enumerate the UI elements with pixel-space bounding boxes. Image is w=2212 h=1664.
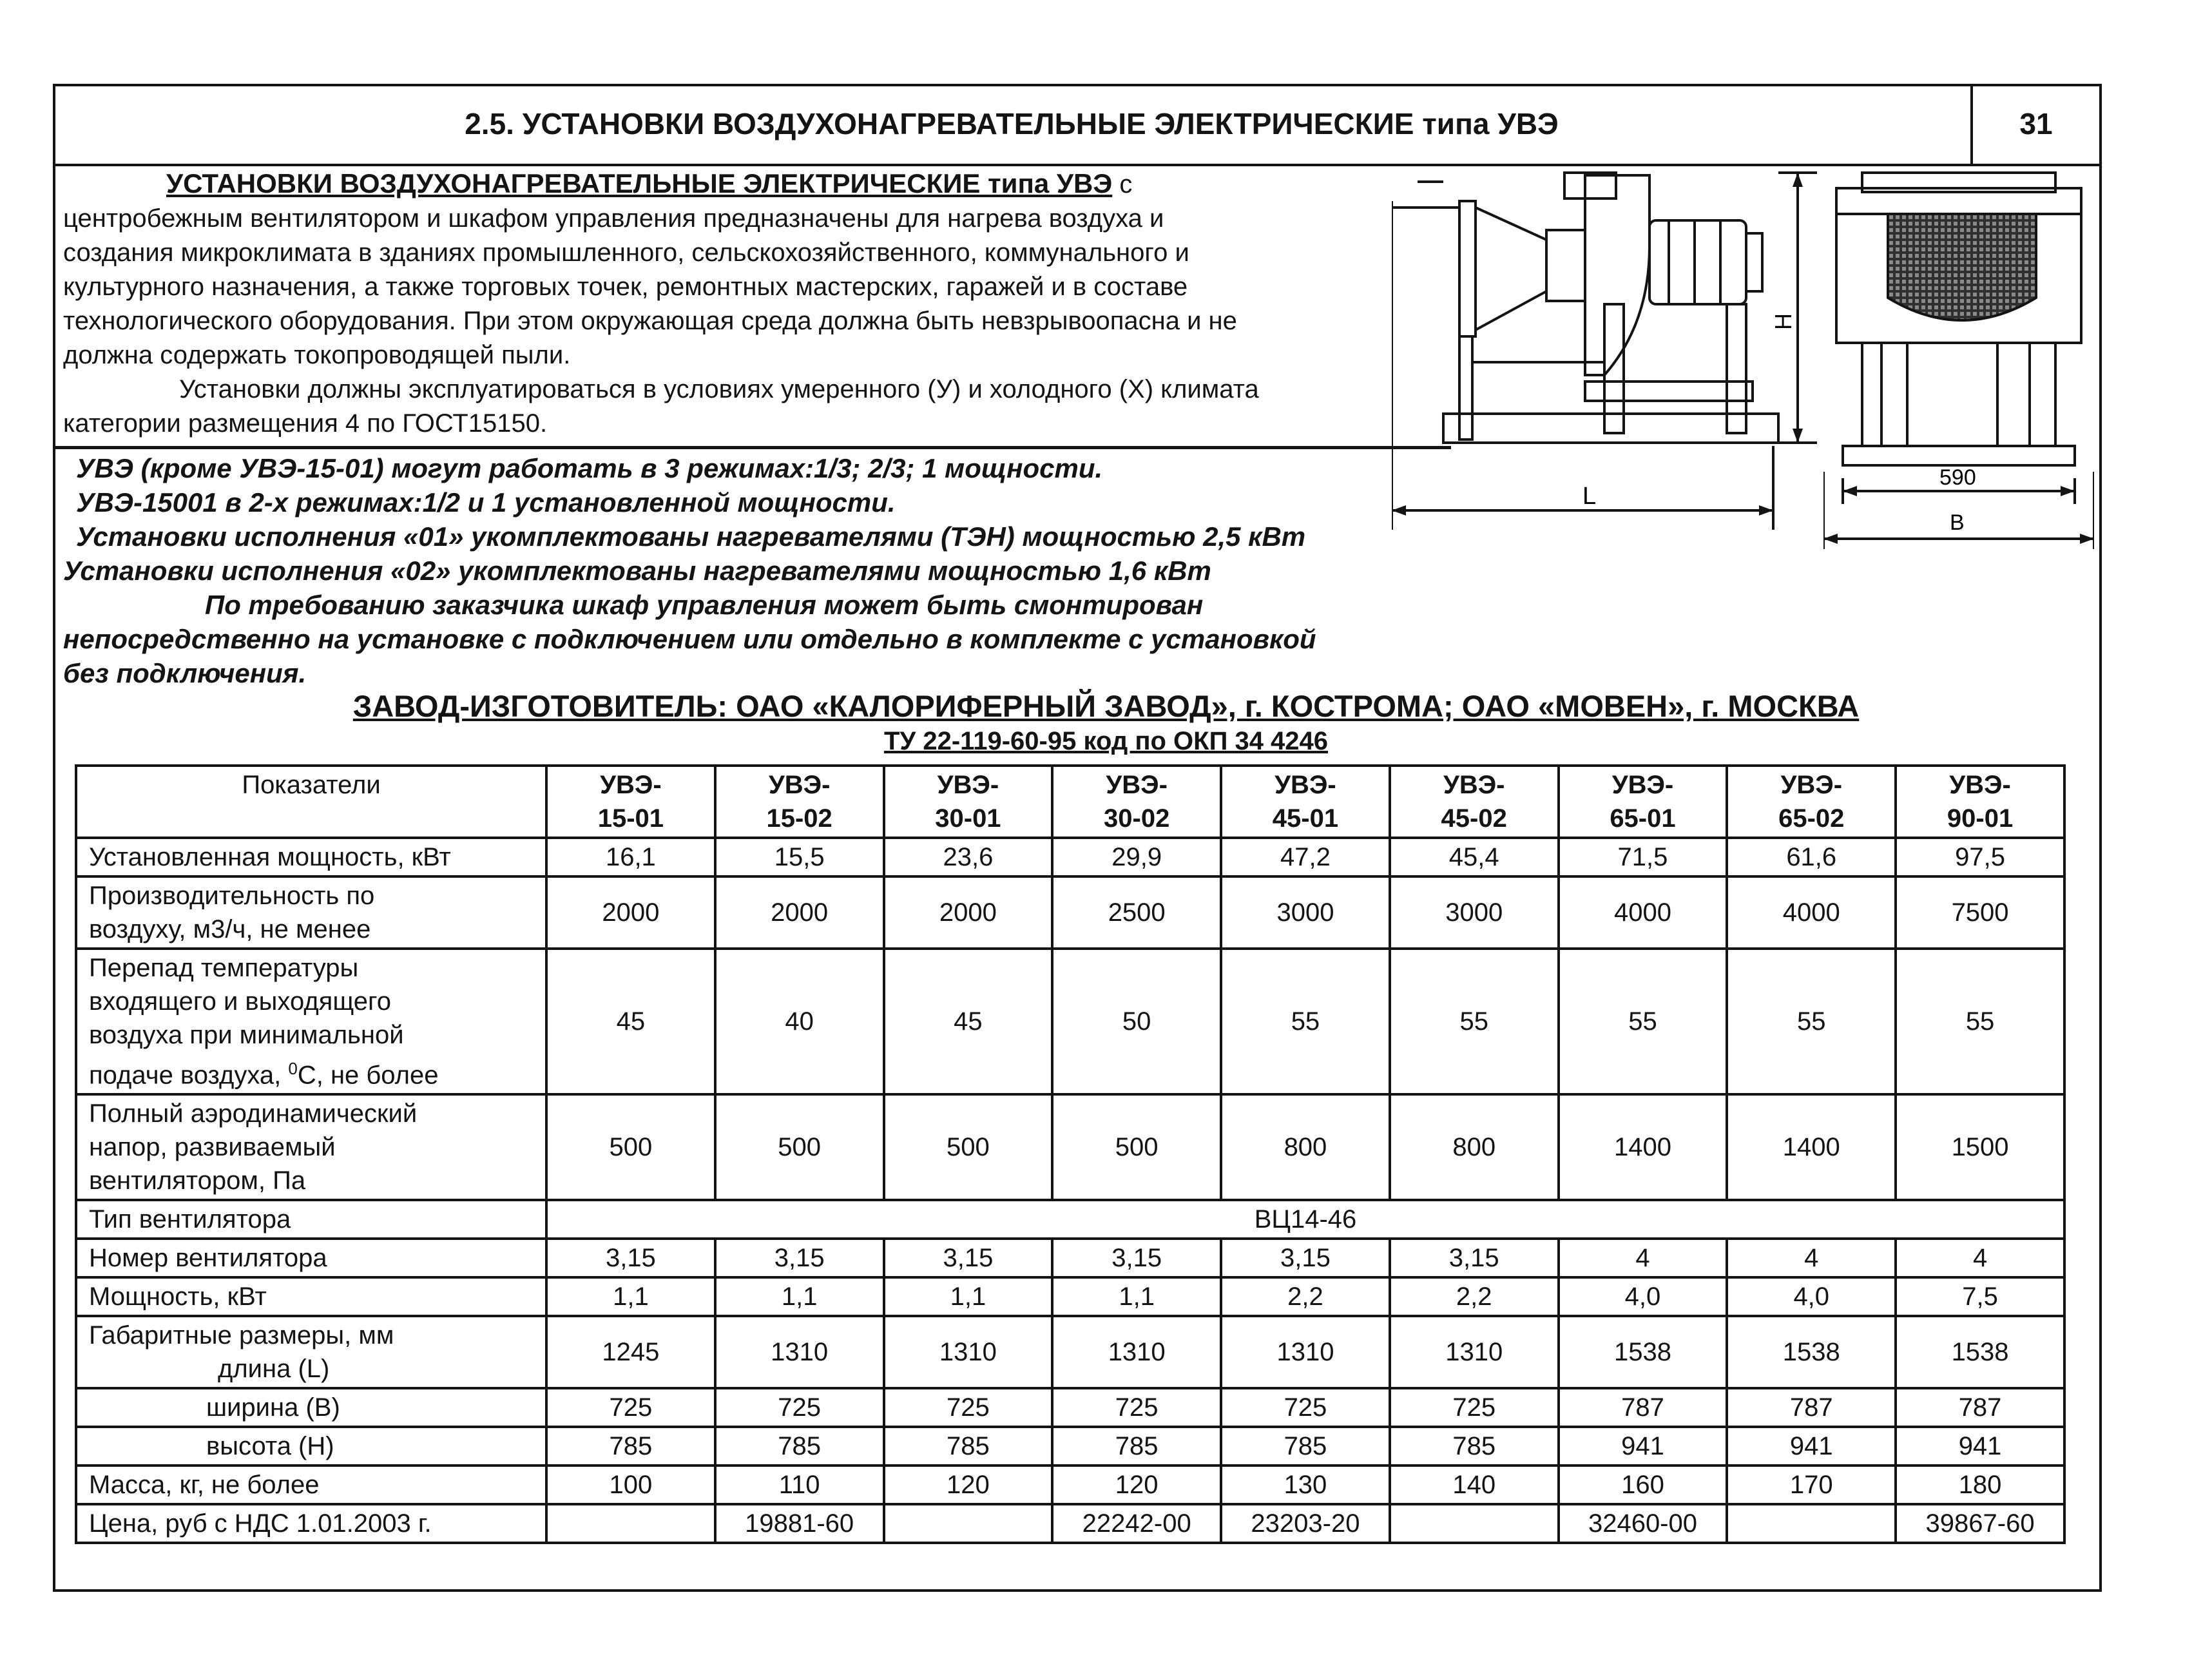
param-header: Показатели (76, 766, 546, 838)
table-row (76, 949, 2064, 1094)
table-cell: 55 (1390, 949, 1559, 1094)
table-cell: 500 (1052, 1094, 1221, 1200)
table-cell: 3,15 (884, 1239, 1053, 1277)
table-cell: 787 (1727, 1388, 1896, 1427)
table-cell: 32460-00 (1559, 1504, 1727, 1543)
table-cell: 725 (715, 1388, 884, 1427)
table-cell: 130 (1221, 1466, 1390, 1504)
table-cell: 1400 (1727, 1094, 1896, 1200)
table-cell: 23203-20 (1221, 1504, 1390, 1543)
table-cell: 800 (1390, 1094, 1559, 1200)
table-cell: 71,5 (1559, 838, 1727, 876)
table-cell: 4,0 (1559, 1277, 1727, 1316)
table-row (76, 838, 2064, 876)
table-cell: 110 (715, 1466, 884, 1504)
table-cell: 45 (546, 949, 715, 1094)
note-line: По требованию заказчика шкаф управления может быть смонтирован (205, 590, 1204, 620)
table-cell: 3000 (1390, 876, 1559, 949)
table-cell: 785 (546, 1427, 715, 1466)
table-cell: 725 (1390, 1388, 1559, 1427)
table-cell: 16,1 (546, 838, 715, 876)
table-cell: 1,1 (715, 1277, 884, 1316)
table-cell: 3,15 (715, 1239, 884, 1277)
note-line: непосредственно на установке с подключением или отдельно в комплекте с установкой (63, 624, 1316, 654)
table-cell: 39867-60 (1896, 1504, 2064, 1543)
table-cell: 100 (546, 1466, 715, 1504)
table-cell: 50 (1052, 949, 1221, 1094)
intro-lead-tail: с (1112, 170, 1133, 198)
table-cell: 725 (1221, 1388, 1390, 1427)
row-label: Цена, руб с НДС 1.01.2003 г. (76, 1504, 546, 1543)
intro-lead: УСТАНОВКИ ВОЗДУХОНАГРЕВАТЕЛЬНЫЕ ЭЛЕКТРИЧЕСКИЕ типа УВЭ (166, 168, 1113, 198)
table-cell: 120 (1052, 1466, 1221, 1504)
table-cell: 140 (1390, 1466, 1559, 1504)
row-label: Тип вентилятора (76, 1200, 546, 1239)
table-cell: 1500 (1896, 1094, 2064, 1200)
row-label: Производительность по воздуху, м3/ч, не менее (76, 876, 546, 949)
table-cell: 180 (1896, 1466, 2064, 1504)
notes-block (63, 451, 1532, 690)
row-label: Масса, кг, не более (76, 1466, 546, 1504)
table-cell: 29,9 (1052, 838, 1221, 876)
table-cell: 55 (1727, 949, 1896, 1094)
side-view-drawing (1392, 169, 1830, 530)
model-header: УВЭ- 30-02 (1052, 766, 1221, 838)
table-cell: 97,5 (1896, 838, 2064, 876)
b-dimension-label: В (1950, 510, 1965, 535)
table-cell: 941 (1559, 1427, 1727, 1466)
note-line: без подключения. (63, 658, 307, 688)
table-cell: 785 (1390, 1427, 1559, 1466)
table-row (76, 1388, 2064, 1427)
table-cell: 3,15 (546, 1239, 715, 1277)
page-number: 31 (2019, 107, 2053, 140)
table-cell: 45 (884, 949, 1053, 1094)
table-cell: 1310 (884, 1316, 1053, 1388)
table-cell: 500 (884, 1094, 1053, 1200)
table-cell: 61,6 (1727, 838, 1896, 876)
table-cell: 3,15 (1221, 1239, 1390, 1277)
table-cell: 2,2 (1390, 1277, 1559, 1316)
table-cell: 120 (884, 1466, 1053, 1504)
model-header: УВЭ- 65-02 (1727, 766, 1896, 838)
row-label: Мощность, кВт (76, 1277, 546, 1316)
table-cell: 785 (715, 1427, 884, 1466)
table-row (76, 1504, 2064, 1543)
intro-text (63, 166, 1500, 441)
table-cell: 4000 (1727, 876, 1896, 949)
tu-code: ТУ 22-119-60-95 код по ОКП 34 4246 (883, 727, 1329, 755)
table-row (76, 876, 2064, 949)
table-cell: ВЦ14-46 (546, 1200, 2064, 1239)
manufacturer-heading: ЗАВОД-ИЗГОТОВИТЕЛЬ: ОАО «КАЛОРИФЕРНЫЙ ЗАВОД», г. КОСТРОМА; ОАО «МОВЕН», г. МОСКВА (352, 689, 1860, 723)
note-line: Установки исполнения «02» укомплектованы нагревателями мощностью 1,6 кВт (63, 556, 1211, 586)
table-cell: 4 (1559, 1239, 1727, 1277)
table-cell: 2000 (546, 876, 715, 949)
table-row (76, 1427, 2064, 1466)
table-cell: 2,2 (1221, 1277, 1390, 1316)
specifications-table (75, 764, 2066, 1544)
table-cell: 3000 (1221, 876, 1390, 949)
table-cell: 941 (1896, 1427, 2064, 1466)
table-cell: 725 (1052, 1388, 1221, 1427)
table-cell: 40 (715, 949, 884, 1094)
table-cell: 22242-00 (1052, 1504, 1221, 1543)
model-header: УВЭ- 15-01 (546, 766, 715, 838)
l-dimension-label: L (1582, 483, 1597, 510)
table-cell: 725 (546, 1388, 715, 1427)
page-header (53, 84, 2102, 166)
table-row (76, 1094, 2064, 1200)
table-row (76, 1239, 2064, 1277)
intro-line: создания микроклимата в зданиях промышленного, сельскохозяйственного, коммунального и (63, 238, 1189, 267)
table-row (76, 1200, 2064, 1239)
table-cell (1390, 1504, 1559, 1543)
table-cell: 1245 (546, 1316, 715, 1388)
table-cell: 787 (1896, 1388, 2064, 1427)
table-row (76, 1316, 2064, 1388)
table-cell: 4,0 (1727, 1277, 1896, 1316)
table-row (76, 1277, 2064, 1316)
note-line: УВЭ (кроме УВЭ-15-01) могут работать в 3 режимах:1/3; 2/3; 1 мощности. (76, 453, 1103, 483)
table-cell: 941 (1727, 1427, 1896, 1466)
table-cell: 500 (715, 1094, 884, 1200)
table-cell: 1538 (1727, 1316, 1896, 1388)
table-cell: 787 (1559, 1388, 1727, 1427)
row-label: Номер вентилятора (76, 1239, 546, 1277)
table-cell: 2500 (1052, 876, 1221, 949)
intro-line: технологического оборудования. При этом окружающая среда должна быть невзрывоопасна и не (63, 307, 1237, 335)
intro-lead-line (63, 166, 1500, 202)
row-label: ширина (В) (76, 1388, 546, 1427)
table-cell: 800 (1221, 1094, 1390, 1200)
table-cell: 170 (1727, 1466, 1896, 1504)
note-line: УВЭ-15001 в 2-х режимах:1/2 и 1 установленной мощности. (76, 487, 896, 518)
table-cell: 725 (884, 1388, 1053, 1427)
row-label: высота (Н) (76, 1427, 546, 1466)
table-cell (546, 1504, 715, 1543)
h-dimension-label: Н (1770, 313, 1796, 330)
table-cell: 4000 (1559, 876, 1727, 949)
table-cell: 15,5 (715, 838, 884, 876)
note-line: Установки исполнения «01» укомплектованы нагревателями (ТЭН) мощностью 2,5 кВт (76, 521, 1306, 552)
intro-line: категории размещения 4 по ГОСТ15150. (63, 409, 548, 438)
intro-line: Установки должны эксплуатироваться в условиях умеренного (У) и холодного (Х) климата (179, 375, 1259, 403)
table-cell: 3,15 (1390, 1239, 1559, 1277)
model-header: УВЭ- 65-01 (1559, 766, 1727, 838)
table-cell: 1310 (1052, 1316, 1221, 1388)
table-cell: 7,5 (1896, 1277, 2064, 1316)
table-cell: 1310 (1221, 1316, 1390, 1388)
model-header: УВЭ- 45-01 (1221, 766, 1390, 838)
table-cell: 7500 (1896, 876, 2064, 949)
table-cell: 4 (1896, 1239, 2064, 1277)
table-cell (1727, 1504, 1896, 1543)
row-label: Установленная мощность, кВт (76, 838, 546, 876)
table-cell: 23,6 (884, 838, 1053, 876)
table-cell: 1538 (1559, 1316, 1727, 1388)
model-header: УВЭ- 15-02 (715, 766, 884, 838)
table-cell: 500 (546, 1094, 715, 1200)
row-label: Полный аэродинамический напор, развиваемый вентилятором, Па (76, 1094, 546, 1200)
table-cell: 160 (1559, 1466, 1727, 1504)
intro-line: должна содержать токопроводящей пыли. (63, 341, 571, 369)
front-view-drawing (1823, 169, 2094, 549)
table-cell: 45,4 (1390, 838, 1559, 876)
intro-line: культурного назначения, а также торговых точек, ремонтных мастерских, гаражей и в составе (63, 273, 1188, 301)
table-cell: 1,1 (546, 1277, 715, 1316)
table-cell: 55 (1559, 949, 1727, 1094)
table-row (76, 1466, 2064, 1504)
table-cell: 3,15 (1052, 1239, 1221, 1277)
table-cell: 785 (1221, 1427, 1390, 1466)
width-590-label: 590 (1939, 465, 1976, 490)
model-header: УВЭ- 90-01 (1896, 766, 2064, 838)
intro-line: центробежным вентилятором и шкафом управления предназначены для нагрева воздуха и (63, 204, 1164, 233)
table-cell (884, 1504, 1053, 1543)
row-label: Габаритные размеры, мм длина (L) (76, 1316, 546, 1388)
table-cell: 2000 (884, 876, 1053, 949)
row-label: Перепад температуры входящего и выходящего воздуха при минимальной подаче воздуха, $^0$С, не более (76, 949, 546, 1094)
table-cell: 1310 (1390, 1316, 1559, 1388)
page-title: 2.5. УСТАНОВКИ ВОЗДУХОНАГРЕВАТЕЛЬНЫЕ ЭЛЕКТРИЧЕСКИЕ типа УВЭ (53, 84, 1973, 164)
table-header-row (76, 766, 2064, 838)
table-cell: 19881-60 (715, 1504, 884, 1543)
model-header: УВЭ- 30-01 (884, 766, 1053, 838)
table-cell: 2000 (715, 876, 884, 949)
table-cell: 785 (884, 1427, 1053, 1466)
table-cell: 4 (1727, 1239, 1896, 1277)
table-cell: 55 (1896, 949, 2064, 1094)
table-cell: 785 (1052, 1427, 1221, 1466)
table-cell: 55 (1221, 949, 1390, 1094)
table-cell: 1310 (715, 1316, 884, 1388)
table-cell: 47,2 (1221, 838, 1390, 876)
table-cell: 1400 (1559, 1094, 1727, 1200)
section-divider (53, 446, 1451, 449)
table-cell: 1,1 (1052, 1277, 1221, 1316)
model-header: УВЭ- 45-02 (1390, 766, 1559, 838)
table-cell: 1,1 (884, 1277, 1053, 1316)
table-cell: 1538 (1896, 1316, 2064, 1388)
